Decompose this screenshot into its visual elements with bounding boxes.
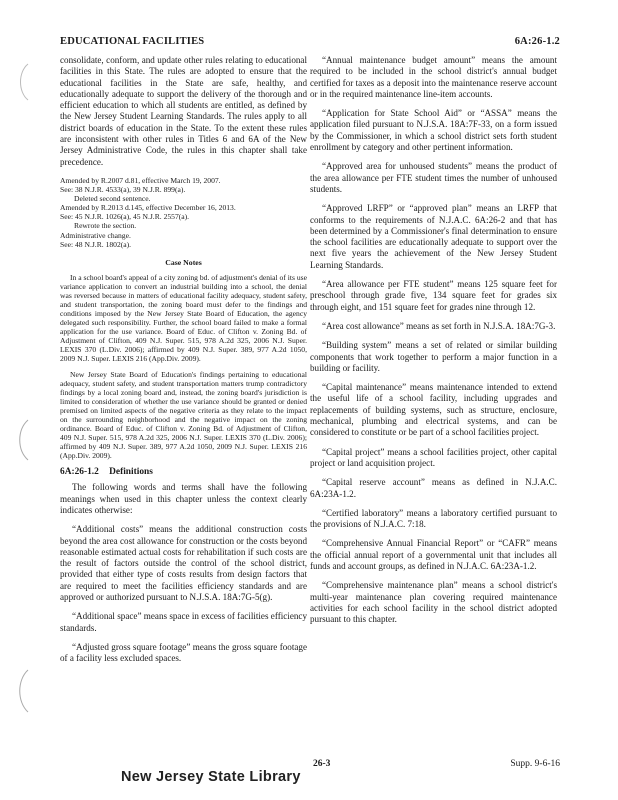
definition-paragraph: “Capital maintenance” means maintenance intended to extend the useful life of a school facility, including upgrades and replacements of building systems, such as structure, enclosure, mechanical, plumbing and electrical systems, and can be considered to constitute or be part of a school facilities project. [310, 382, 557, 438]
header-title: EDUCATIONAL FACILITIES [60, 36, 205, 47]
page-number: 26-3 [313, 759, 331, 769]
definition-paragraph: “Adjusted gross square footage” means the gross square footage of a facility less excluded spaces. [60, 641, 307, 664]
definition-paragraph: “Building system” means a set of related or similar building components that work together to perform a major function in a building or facility. [310, 340, 557, 373]
history-line: Amended by R.2013 d.145, effective December 16, 2013. [60, 203, 236, 213]
running-header [60, 36, 560, 47]
binder-hole-mark [14, 62, 30, 102]
definition-paragraph: “Approved LRFP” or “approved plan” means an LRFP that conforms to the requirements of N.J.A.C. 6A:26-2 and that has been determined by a Commissioner's final determination to ensure the school facilities are educationally adequate to support over the next five years the achievement of the New Jersey Student Learning Standards. [310, 203, 557, 270]
history-line: See: 45 N.J.R. 1026(a), 45 N.J.R. 2557(a). [60, 212, 190, 222]
definition-paragraph: “Capital project” means a school facilities project, other capital project or land acquisition project. [310, 446, 557, 468]
section-title: Definitions [109, 467, 153, 478]
history-line: Administrative change. [60, 230, 131, 240]
definition-paragraph: “Capital reserve account” means as defined in N.J.A.C. 6A:23A-1.2. [310, 477, 557, 499]
intro-paragraph: consolidate, conform, and update other rules relating to educational facilities in this State. The rules are adopted to ensure that the educational facilities in the State are safe, healthy, and educationally adequate to support the delivery of the thorough and efficient education to which all students are entitled, as defined by the New Jersey Student Learning Standards. The rules apply to all district boards of education in the State. To the extent these rules are inconsistent with other rules in Titles 6 and 6A of the New Jersey Administrative Code, the rules in this chapter shall take precedence. [60, 55, 307, 167]
library-stamp: New Jersey State Library [121, 769, 301, 785]
definition-paragraph: “Comprehensive maintenance plan” means a school district's multi-year maintenance plan covering required maintenance activities for each school facility in the school district adopted pursuant to this chapter. [310, 580, 557, 625]
definition-paragraph: “Additional space” means space in excess of facilities efficiency standards. [60, 611, 307, 633]
definition-paragraph: The following words and terms shall have the following meanings when used in this chapter unless the context clearly indicates otherwise: [60, 482, 307, 515]
case-note: New Jersey State Board of Education's findings pertaining to educational adequacy, student safety, and student transportation matters trump contradictory findings by a local zoning board and, instead, the zoning board's jurisdiction is limited to consideration of whether the use variance should be granted or denied premised on limited aspects of the negative criteria as they relate to the impact on the surrounding neighborhood and the negative impact on the zoning ordinance. Board of Educ. of Clifton v. Zoning Bd. of Adjustment of Clifton, 409 N.J. Super. 515, 978 A.2d 325, 2006 N.J. Super. LEXIS 370 (L.Div. 2006); affirmed by 409 N.J. Super. 389, 977 A.2d 1050, 2009 N.J. Super. LEXIS 216 (App.Div. 2009). [60, 370, 307, 461]
section-heading [60, 467, 307, 478]
binder-hole-mark [14, 418, 30, 462]
definition-paragraph: “Area cost allowance” means as set forth in N.J.S.A. 18A:7G-3. [322, 320, 556, 331]
definition-paragraph: “Certified laboratory” means a laboratory certified pursuant to the provisions of N.J.A.C. 7:18. [310, 507, 557, 530]
supplement-date: Supp. 9-6-16 [510, 759, 560, 769]
case-note: In a school board's appeal of a city zoning bd. of adjustment's denial of its use variance application to convert an industrial building into a school, the denial was reversed because in matters of educational facility adequacy, student safety, and student transportation, the zoning board must defer to the findings and conditions imposed by the New Jersey State Board of Education, the agency delegated such responsibility. Further, the school board failed to make a formal application for the use variance. Board of Educ. of Clifton v. Zoning Bd. of Adjustment of Clifton, 409 N.J. Super. 515, 978 A.2d 325, 2006 N.J. Super. LEXIS 370 (L.Div. 2006); affirmed by 409 N.J. Super. 389, 977 A.2d 1050, 2009 N.J. Super. LEXIS 216 (App.Div. 2009). [60, 273, 307, 364]
definition-paragraph: “Additional costs” means the additional construction costs beyond the area cost allowance for construction or the costs beyond reasonable estimated actual costs for rehabilitation if such costs are the result of factors outside the control of the school district, provided that either type of costs results from design factors that are required to meet the facilities efficiency standards and are approved or authorized pursuant to N.J.S.A. 18A:7G-5(g). [60, 524, 307, 602]
right-column [310, 55, 557, 633]
definition-paragraph: “Approved area for unhoused students” means the product of the area allowance per FTE student times the number of unhoused students. [310, 161, 557, 194]
definition-paragraph: “Annual maintenance budget amount” means the amount required to be included in the school district's annual budget certified for taxes as a deposit into the maintenance reserve account or in the required maintenance line-item accounts. [310, 55, 557, 99]
case-notes-title: Case Notes [165, 257, 202, 267]
section-number: 6A:26-1.2 [60, 467, 99, 478]
history-line: See: 48 N.J.R. 1802(a). [60, 239, 132, 249]
left-column [60, 55, 307, 672]
definition-paragraph: “Comprehensive Annual Financial Report” or “CAFR” means the official annual report of a governmental unit that includes all funds and account groups, as defined in N.J.A.C. 6A:23A-1.2. [310, 538, 557, 571]
history-line: Rewrote the section. [74, 221, 137, 231]
history-notes [60, 176, 307, 249]
definition-paragraph: “Area allowance per FTE student” means 125 square feet for preschool through grade five, 134 square feet for grades six through eight, and 151 square feet for grades nine through 12. [310, 279, 557, 312]
binder-hole-mark [14, 668, 30, 714]
definition-paragraph: “Application for State School Aid” or “ASSA” means the application filed pursuant to N.J.S.A. 18A:7F-33, on a form issued by the Commissioner, in which a school district sets forth student enrollment by category and other pertinent information. [310, 108, 557, 153]
history-line: See: 38 N.J.R. 4533(a), 39 N.J.R. 899(a). [60, 185, 186, 195]
history-line: Amended by R.2007 d.81, effective March 19, 2007. [60, 175, 221, 185]
header-section: 6A:26-1.2 [514, 36, 560, 47]
history-line: Deleted second sentence. [74, 194, 151, 204]
